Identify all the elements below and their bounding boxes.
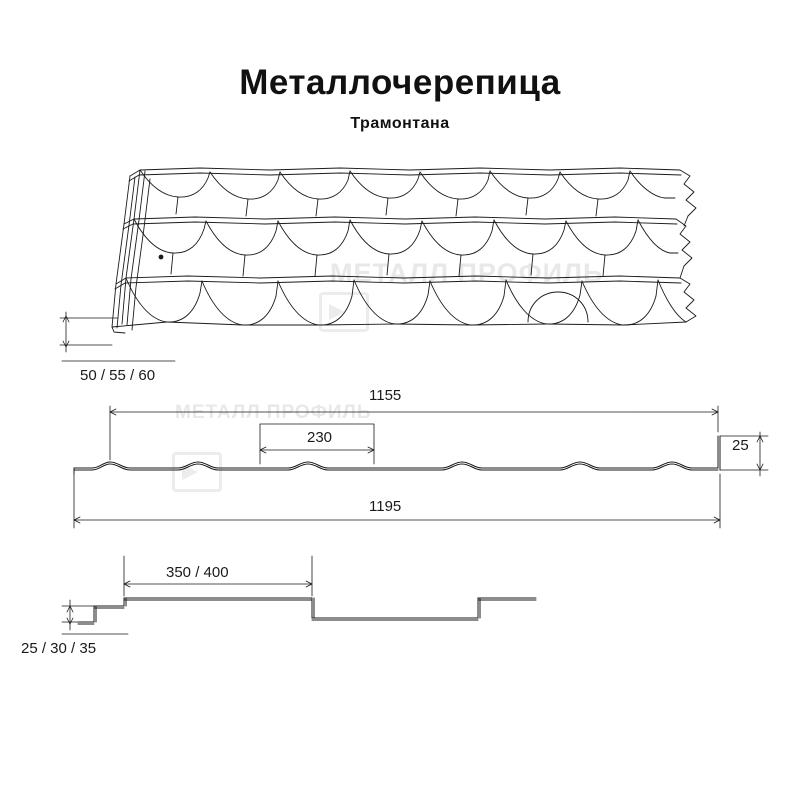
dim-step-length	[124, 556, 312, 596]
page-subtitle: Трамонтана	[350, 115, 450, 132]
dim-total-width-label: 1195	[369, 498, 402, 515]
watermark-text-bottom: МЕТАЛЛ ПРОФИЛЬ	[175, 402, 372, 423]
dim-useful-width	[110, 406, 718, 460]
dim-step-height-label: 50 / 55 / 60	[80, 367, 156, 384]
perspective-view	[112, 168, 696, 333]
dim-step-depth-label: 25 / 30 / 35	[21, 640, 97, 657]
step-profile-view	[78, 598, 536, 624]
page-title: Металлочерепица	[239, 63, 561, 102]
dim-total-width	[74, 474, 720, 528]
dim-profile-height	[720, 432, 768, 476]
watermark-text-top: МЕТАЛЛ ПРОФИЛЬ	[330, 258, 604, 288]
cross-section-view	[74, 436, 720, 474]
dim-useful-width-label: 1155	[369, 387, 402, 404]
dim-step-depth	[62, 600, 128, 634]
dim-wave-pitch	[260, 424, 374, 464]
dim-profile-height-label: 25	[732, 437, 749, 454]
dim-step-length-label: 350 / 400	[166, 564, 229, 581]
dim-wave-pitch-label: 230	[307, 429, 333, 446]
